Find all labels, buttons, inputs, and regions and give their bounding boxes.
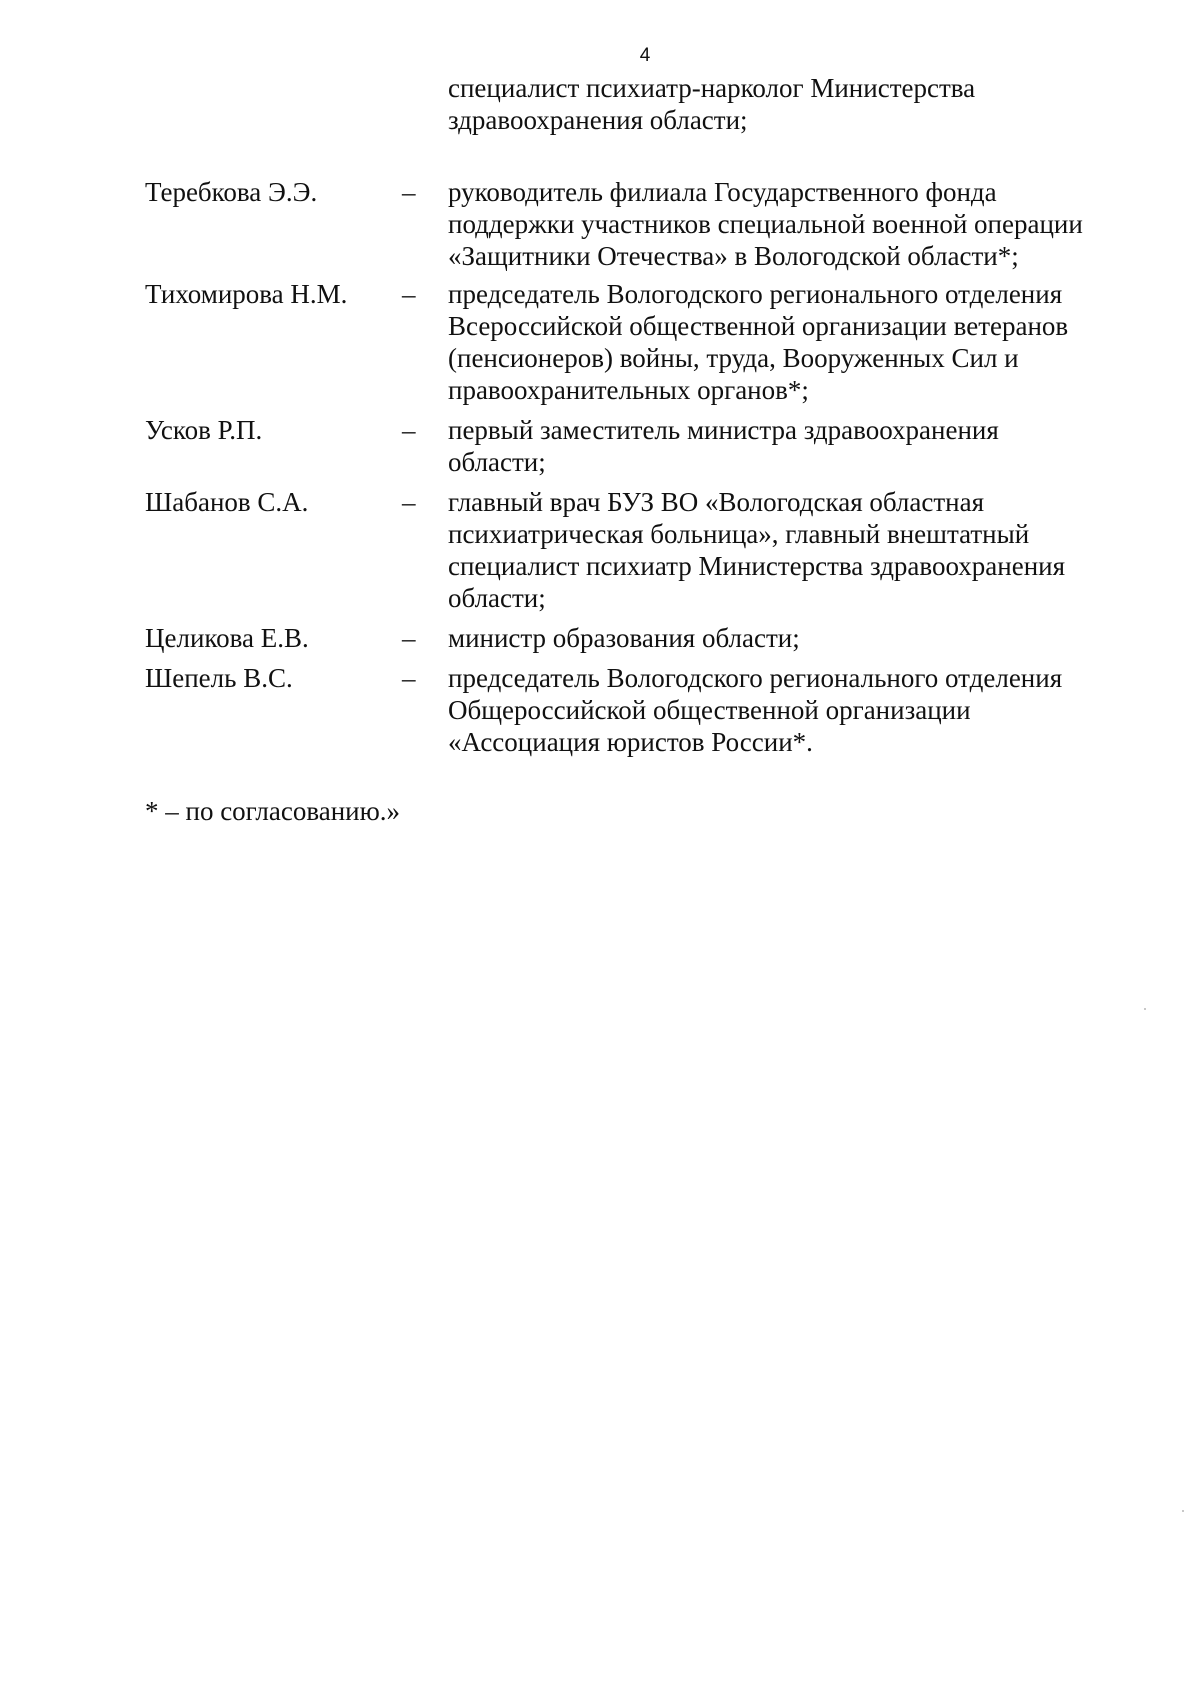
member-dash: – — [402, 415, 416, 445]
member-name: Теребкова Э.Э. — [145, 177, 318, 207]
member-dash: – — [402, 177, 416, 207]
continuation-text: специалист психиатр-нарколог Министерства здравоохранения области; — [448, 73, 976, 135]
member-description: первый заместитель министра здравоохранения области; — [448, 415, 999, 477]
member-dash: – — [402, 279, 416, 309]
page-number: 4 — [639, 45, 651, 66]
member-description: председатель Вологодского регионального отделения Всероссийской общественной организации ветеранов (пенсионеров) войны, труда, Вооруженных Сил и правоохранительных органов*; — [448, 279, 1069, 405]
member-name: Целикова Е.В. — [145, 623, 309, 653]
scan-artifact — [1182, 1510, 1184, 1512]
member-dash: – — [402, 487, 416, 517]
member-description: председатель Вологодского регионального отделения Общероссийской общественной организации «Ассоциация юристов России*. — [448, 663, 1063, 757]
footnote: * – по согласованию.» — [145, 796, 401, 826]
scan-artifact — [1144, 1008, 1146, 1010]
member-name: Усков Р.П. — [145, 415, 263, 445]
member-dash: – — [402, 623, 416, 653]
member-name: Шепель В.С. — [145, 663, 293, 693]
member-description: руководитель филиала Государственного фонда поддержки участников специальной военной операции «Защитники Отечества» в Вологодской области*; — [448, 177, 1083, 271]
member-name: Тихомирова Н.М. — [145, 279, 348, 309]
member-dash: – — [402, 663, 416, 693]
member-name: Шабанов С.А. — [145, 487, 309, 517]
member-description: главный врач БУЗ ВО «Вологодская областная психиатрическая больница», главный внештатный специалист психиатр Министерства здравоохранения области; — [448, 487, 1066, 613]
member-description: министр образования области; — [448, 623, 800, 653]
